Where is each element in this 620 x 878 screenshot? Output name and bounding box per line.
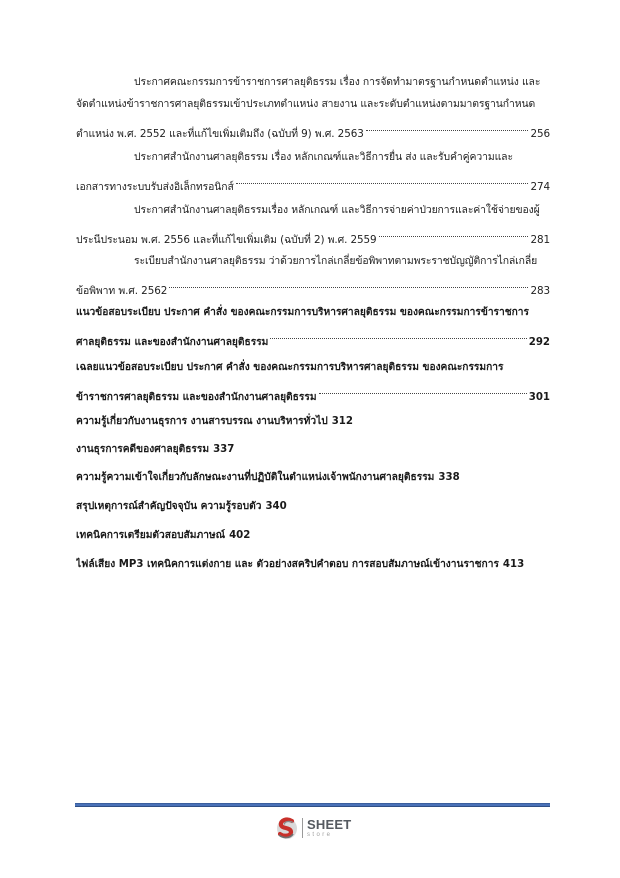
toc-entry-text-line: เฉลยแนวข้อสอบระเบียบ ประกาศ คำสั่ง ของคณะกรรมการบริหารศาลยุติธรรม ของคณะกรรมการ xyxy=(76,362,504,373)
sheet-store-logo xyxy=(276,814,351,842)
toc-entry-title: ไฟล์เสียง MP3 เทคนิคการแต่งกาย และ ตัวอย่างสคริปคำตอบ การสอบสัมภาษณ์เข้างานราชการ xyxy=(76,559,499,570)
toc-entry-text-line: ประกาศสำนักงานศาลยุติธรรม เรื่อง หลักเกณฑ์และวิธีการยื่น ส่ง และรับคำคู่ความและ xyxy=(134,151,513,163)
toc-entry-title: เทคนิคการเตรียมตัวสอบสัมภาษณ์ xyxy=(76,530,226,541)
toc-entry[interactable] xyxy=(76,251,550,303)
toc-entry-last-line xyxy=(76,411,550,433)
toc-entry[interactable] xyxy=(76,496,550,518)
dot-leader xyxy=(319,379,527,401)
footer-rule xyxy=(75,803,550,807)
logo-word: SHEET xyxy=(307,817,352,832)
toc-page-number: 283 xyxy=(530,285,550,297)
dot-leader xyxy=(169,273,528,295)
toc-entry[interactable] xyxy=(76,72,550,145)
toc-entry[interactable] xyxy=(76,411,550,433)
toc-page-number: 337 xyxy=(213,444,235,455)
toc-page-number: 340 xyxy=(265,501,287,512)
toc-entry-title: ข้อพิพาท พ.ศ. 2562 xyxy=(76,285,168,297)
toc-entry[interactable] xyxy=(76,467,550,489)
dot-leader xyxy=(270,324,526,346)
toc-entry-last-line xyxy=(76,439,550,461)
toc-entry[interactable] xyxy=(76,200,550,252)
toc-entry-title: เอกสารทางระบบรับส่งอิเล็กทรอนิกส์ xyxy=(76,181,234,193)
toc-page-number: 281 xyxy=(530,234,550,246)
toc-entry[interactable] xyxy=(76,525,550,547)
toc-page-number: 338 xyxy=(438,472,460,483)
toc-entry-text-line: ระเบียบสำนักงานศาลยุติธรรม ว่าด้วยการไกล่เกลี่ยข้อพิพาทตามพระราชบัญญัติการไกล่เกลี่ย xyxy=(134,255,538,267)
toc-entry-title: สรุปเหตุการณ์สำคัญปัจจุบัน ความรู้รอบตัว xyxy=(76,501,262,512)
toc-entry-title: งานธุรการคดีของศาลยุติธรรม xyxy=(76,444,210,455)
toc-entry[interactable] xyxy=(76,147,550,199)
toc-entry-title: ข้าราชการศาลยุติธรรม และของสำนักงานศาลยุติธรรม xyxy=(76,392,317,403)
toc-entry[interactable] xyxy=(76,554,550,576)
toc-entry-last-line xyxy=(76,379,550,409)
toc-entry-title: ศาลยุติธรรม และของสำนักงานศาลยุติธรรม xyxy=(76,337,269,348)
dot-leader xyxy=(366,115,529,137)
toc-entry-text-line: แนวข้อสอบระเบียบ ประกาศ คำสั่ง ของคณะกรรมการบริหารศาลยุติธรรม ของคณะกรรมการข้าราชการ xyxy=(76,307,530,318)
toc-entry[interactable] xyxy=(76,302,550,354)
toc-entry-text-line: ประกาศสำนักงานศาลยุติธรรมเรื่อง หลักเกณฑ์ และวิธีการจ่ายค่าป่วยการและค่าใช้จ่ายของผู้ xyxy=(134,204,540,216)
toc-page-number: 292 xyxy=(528,337,550,348)
toc-entry-title: ตำแหน่ง พ.ศ. 2552 และที่แก้ไขเพิ่มเติมถึง (ฉบับที่ 9) พ.ศ. 2563 xyxy=(76,127,364,140)
toc-entry[interactable] xyxy=(76,357,550,409)
toc-page-number: 312 xyxy=(331,416,353,427)
dot-leader xyxy=(379,222,529,244)
toc-entry-last-line xyxy=(76,273,550,303)
toc-entry-title: ความรู้ความเข้าใจเกี่ยวกับลักษณะงานที่ปฏิบัติในตำแหน่งเจ้าพนักงานศาลยุติธรรม xyxy=(76,472,435,483)
dot-leader xyxy=(236,169,529,191)
toc-entry-last-line xyxy=(76,496,550,518)
toc-entry-last-line xyxy=(76,525,550,547)
toc-entry-last-line xyxy=(76,222,550,252)
toc-page-number: 274 xyxy=(530,181,550,193)
toc-entry-title: ความรู้เกี่ยวกับงานธุรการ งานสารบรรณ งานบริหารทั่วไป xyxy=(76,416,328,427)
logo-subword: store xyxy=(307,832,333,838)
logo-text xyxy=(307,818,351,838)
toc-entry-last-line xyxy=(76,115,550,145)
toc-entry-last-line xyxy=(76,169,550,199)
logo-separator xyxy=(302,818,303,838)
toc-page-number: 402 xyxy=(229,530,251,541)
sheet-store-s-icon xyxy=(276,816,298,840)
toc-page-number: 301 xyxy=(528,392,550,403)
toc-page-number: 413 xyxy=(502,559,525,570)
toc-entry-last-line xyxy=(76,324,550,354)
toc-entry-last-line xyxy=(76,554,550,576)
toc-entry-title: ประนีประนอม พ.ศ. 2556 และที่แก้ไขเพิ่มเติม (ฉบับที่ 2) พ.ศ. 2559 xyxy=(76,234,377,246)
toc-entry-text-line: จัดตำแหน่งข้าราชการศาลยุติธรรมเข้าประเภทตำแหน่ง สายงาน และระดับตำแหน่งตามมาตรฐานกำหนด xyxy=(76,97,536,110)
toc-entry-text-line: ประกาศคณะกรรมการข้าราชการศาลยุติธรรม เรื่อง การจัดทำมาตรฐานกำหนดตำแหน่ง และ xyxy=(134,76,541,88)
toc-entry-last-line xyxy=(76,467,550,489)
toc-entry[interactable] xyxy=(76,439,550,461)
toc-page-number: 256 xyxy=(530,127,550,140)
